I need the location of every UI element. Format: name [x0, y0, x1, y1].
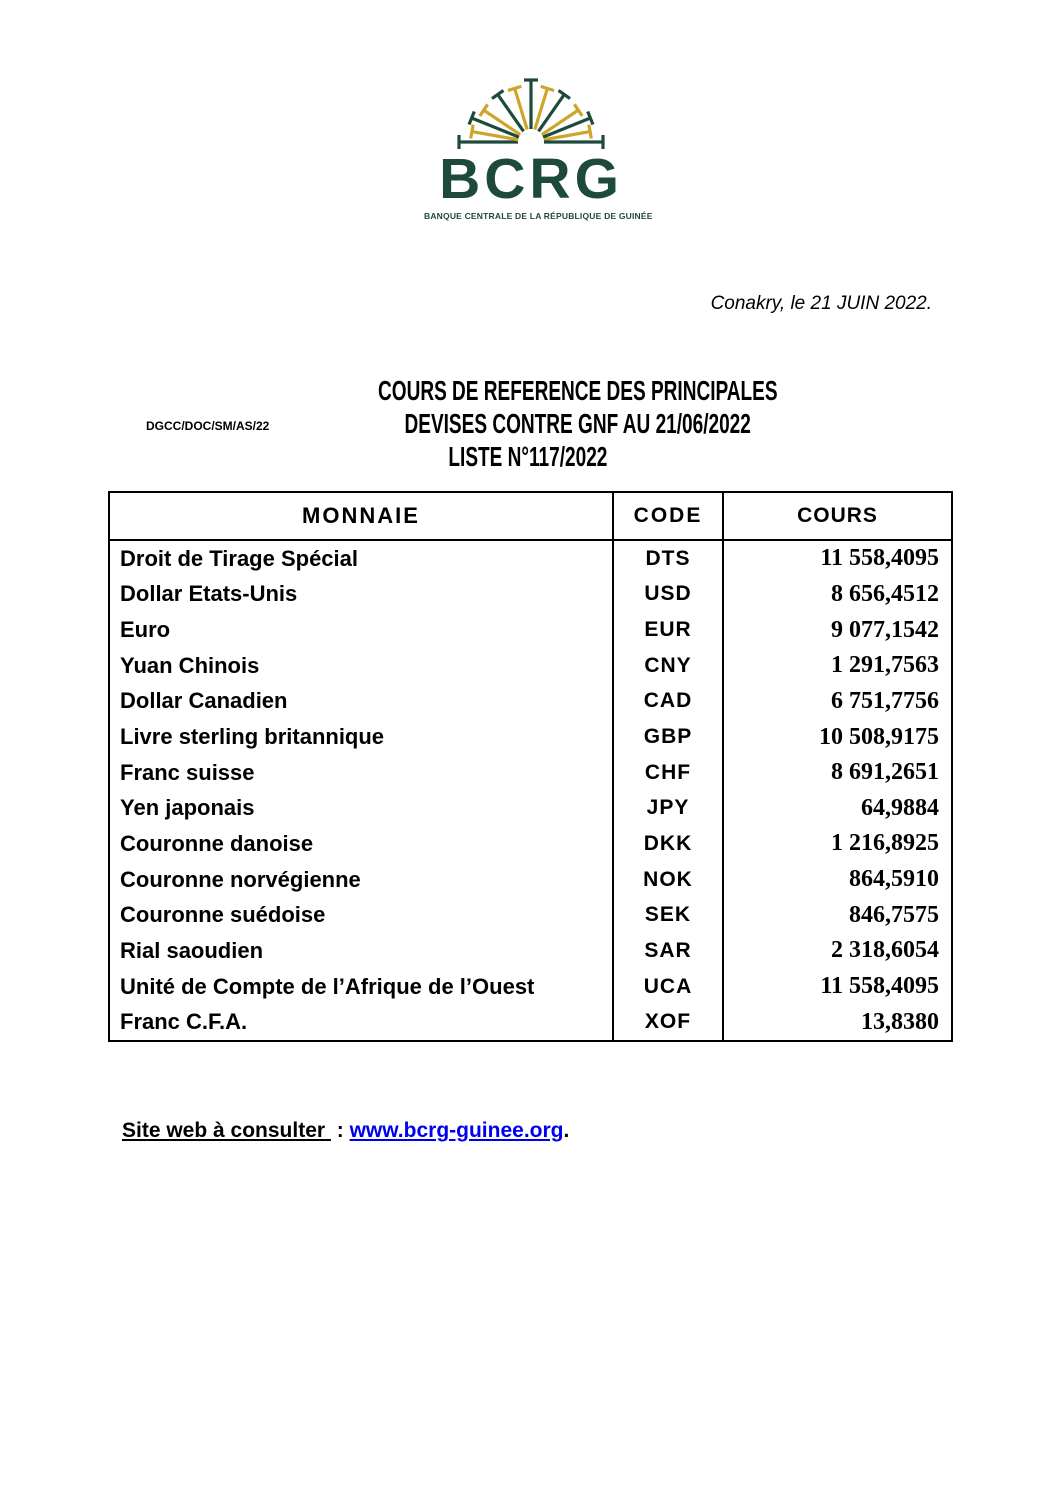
date-line: Conakry, le 21 JUIN 2022. [710, 293, 932, 314]
bcrg-logo [424, 62, 653, 221]
currency-name: Couronne danoise [120, 830, 314, 856]
currency-name: Euro [120, 617, 171, 643]
currency-code: CAD [612, 684, 722, 720]
currency-name: Unité de Compte de l’Afrique de l’Ouest [120, 973, 535, 999]
column-header-cours: COURS [722, 493, 951, 539]
currency-code: USD [612, 577, 722, 613]
title-line-3: LISTE N°117/2022 [448, 441, 608, 472]
document-title [148, 374, 1008, 473]
table-row [110, 969, 951, 1005]
currency-code: DTS [612, 541, 722, 577]
currency-code: JPY [612, 790, 722, 826]
column-header-code: CODE [612, 493, 722, 539]
currency-name: Franc suisse [120, 759, 255, 785]
table-row [110, 790, 951, 826]
website-link[interactable]: www.bcrg-guinee.org [349, 1119, 564, 1142]
currency-rate: 2 318,6054 [722, 933, 951, 969]
sunburst-rays-icon [425, 62, 637, 150]
table-row [110, 1004, 951, 1040]
currency-code: CNY [612, 648, 722, 684]
table-row [110, 577, 951, 613]
currency-rate: 846,7575 [722, 897, 951, 933]
currency-code: NOK [612, 862, 722, 898]
table-row [110, 612, 951, 648]
table-body [110, 541, 951, 1040]
website-line [122, 1119, 569, 1143]
currency-code: UCA [612, 969, 722, 1005]
currency-code: CHF [612, 755, 722, 791]
website-period: . [563, 1119, 570, 1142]
currency-rate: 864,5910 [722, 862, 951, 898]
currency-rate: 11 558,4095 [722, 541, 951, 577]
currency-rate: 6 751,7756 [722, 684, 951, 720]
currency-name: Dollar Canadien [120, 688, 288, 714]
currency-name: Couronne norvégienne [120, 866, 361, 892]
currency-rate: 8 691,2651 [722, 755, 951, 791]
currency-rate: 10 508,9175 [722, 719, 951, 755]
currency-name: Yuan Chinois [120, 652, 260, 678]
website-label: Site web à consulter [122, 1119, 326, 1142]
table-row [110, 862, 951, 898]
currency-code: GBP [612, 719, 722, 755]
table-row [110, 755, 951, 791]
exchange-rates-table [108, 491, 953, 1042]
currency-rate: 1 291,7563 [722, 648, 951, 684]
table-header-row [110, 493, 951, 541]
table-row [110, 826, 951, 862]
currency-name: Dollar Etats-Unis [120, 581, 298, 607]
table-row [110, 933, 951, 969]
title-line-1: COURS DE REFERENCE DES PRINCIPALES [378, 375, 778, 406]
title-line-2: DEVISES CONTRE GNF AU 21/06/2022 [404, 408, 752, 439]
currency-code: XOF [612, 1004, 722, 1040]
currency-code: SAR [612, 933, 722, 969]
logo-wordmark: BCRG [439, 147, 623, 211]
reference-number: DGCC/DOC/SM/AS/22 [146, 419, 270, 433]
currency-name: Franc C.F.A. [120, 1009, 248, 1035]
table-row [110, 684, 951, 720]
table-row [110, 541, 951, 577]
table-row [110, 897, 951, 933]
table-row [110, 719, 951, 755]
logo-subtitle: BANQUE CENTRALE DE LA RÉPUBLIQUE DE GUINÉE [424, 211, 653, 221]
currency-name: Livre sterling britannique [120, 724, 385, 750]
currency-rate: 9 077,1542 [722, 612, 951, 648]
currency-code: EUR [612, 612, 722, 648]
currency-rate: 64,9884 [722, 790, 951, 826]
currency-rate: 1 216,8925 [722, 826, 951, 862]
currency-code: SEK [612, 897, 722, 933]
currency-name: Rial saoudien [120, 937, 264, 963]
table-row [110, 648, 951, 684]
website-separator: : [330, 1119, 350, 1142]
currency-name: Yen japonais [120, 795, 255, 821]
currency-name: Droit de Tirage Spécial [120, 545, 359, 571]
currency-name: Couronne suédoise [120, 902, 326, 928]
currency-rate: 8 656,4512 [722, 577, 951, 613]
currency-code: DKK [612, 826, 722, 862]
currency-rate: 11 558,4095 [722, 969, 951, 1005]
column-header-monnaie: MONNAIE [302, 503, 420, 528]
currency-rate: 13,8380 [722, 1004, 951, 1040]
